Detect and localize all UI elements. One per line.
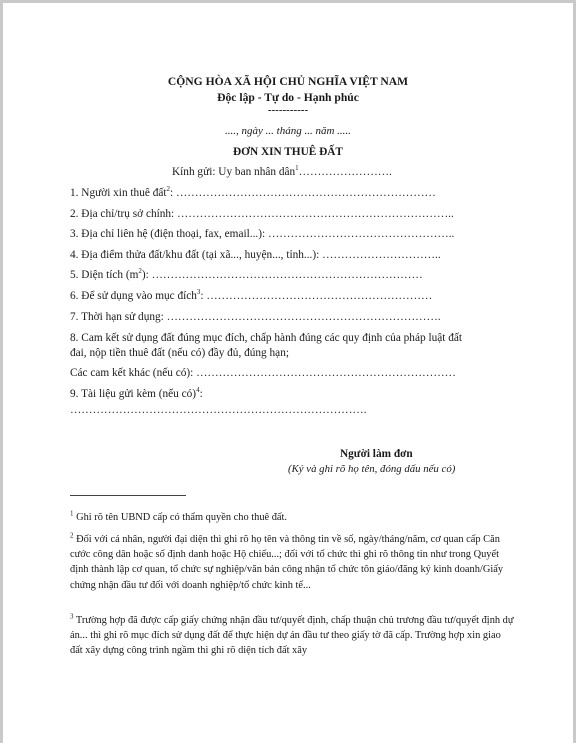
other-commitments: Các cam kết khác (nếu có): …………………………………………………………… <box>70 367 456 379</box>
field-area <box>70 269 423 281</box>
footnote-2-mark: 2 <box>70 531 74 540</box>
commitment-line-2: đai, nộp tiền thuê đất (nếu có) đầy đủ, đúng hạn; <box>70 347 289 359</box>
field-applicant-label: 1. Người xin thuê đất <box>70 187 167 199</box>
footnote-1-text: Ghi rõ tên UBND cấp có thẩm quyền cho thuê đất. <box>73 512 288 523</box>
footnote-ref-2: 2 <box>166 185 170 194</box>
field-area-dots: ): ……………………………………………………………… <box>141 269 423 281</box>
footnote-divider <box>70 495 186 496</box>
field-purpose-label: 6. Để sử dụng vào mục đích <box>70 290 197 302</box>
field-area-label: 5. Diện tích (m <box>70 269 139 281</box>
commitment-line-1: 8. Cam kết sử dụng đất đúng mục đích, chấp hành đúng các quy định của pháp luật đất <box>70 332 463 344</box>
country-heading: CỘNG HÒA XÃ HỘI CHỦ NGHĨA VIỆT NAM <box>167 75 409 88</box>
field-purpose <box>70 290 432 302</box>
field-attachments <box>70 388 203 400</box>
motto-separator: ----------- <box>267 104 309 116</box>
field-applicant <box>70 187 436 199</box>
field-purpose-dots: : …………………………………………………… <box>200 290 433 302</box>
document-page <box>3 3 573 743</box>
field-attachments-label: 9. Tài liệu gửi kèm (nếu có) <box>70 388 197 400</box>
date-line: ...., ngày ... tháng ... năm ..... <box>225 125 351 137</box>
field-duration: 7. Thời hạn sử dụng: ………………………………………………………………. <box>70 311 441 323</box>
attachments-dots: ……………………………………………………………………. <box>70 404 367 416</box>
field-address: 2. Địa chỉ/trụ sở chính: ……………………………………………………………….. <box>70 208 454 220</box>
field-contact: 3. Địa chỉ liên hệ (điện thoại, fax, email...): ………………………………………….. <box>70 228 455 240</box>
footnote-ref-1: 1 <box>295 164 299 173</box>
footnote-ref-4: 4 <box>196 386 200 395</box>
footnote-1 <box>70 510 516 525</box>
footnote-3-mark: 3 <box>70 612 74 621</box>
signer-note: (Ký và ghi rõ họ tên, đóng dấu nếu có) <box>288 463 456 475</box>
signer-title: Người làm đơn <box>340 448 413 460</box>
footnote-ref-3: 3 <box>196 288 201 297</box>
recipient-line <box>172 166 392 178</box>
footnote-2 <box>70 532 516 593</box>
footnote-2-text: Đối với cá nhân, người đại diện thì ghi rõ họ tên và thông tin về số, ngày/tháng/năm, cơ quan cấp Căn cước công dân hoặc số định danh hoặc Hộ chiếu...; đối với tổ chức thì ghi rõ thông tin như trong Quyết định thành lập cơ quan, tổ chức sự nghiệp/văn bản công nhận tổ chức tôn giáo/đăng ký kinh doanh/Giấy chứng nhận đầu tư đối với doanh nghiệp/tổ chức kinh tế... <box>70 534 504 591</box>
footnote-3-text: Trường hợp đã được cấp giấy chứng nhận đầu tư/quyết định, chấp thuận chủ trương đầu tư/quyết định dự án... thì ghi rõ mục đích sử dụng đất để thực hiện dự án đầu tư theo giấy tờ đã cấp. Trường hợp xin giao đất xây dựng công trình ngầm thì ghi rõ diện tích đất xây <box>70 615 514 657</box>
recipient-label: Kính gửi: Uy ban nhân dân <box>172 166 296 178</box>
area-unit-superscript: 2 <box>138 267 142 276</box>
field-location: 4. Địa điểm thửa đất/khu đất (tại xã..., huyện..., tỉnh...): ………………………….. <box>70 249 441 261</box>
motto: Độc lập - Tự do - Hạnh phúc <box>217 91 359 104</box>
footnote-3 <box>70 613 516 659</box>
field-attachments-colon: : <box>199 388 203 400</box>
footnote-1-mark: 1 <box>70 509 74 518</box>
field-applicant-dots: : …………………………………………………………… <box>170 187 436 199</box>
form-title: ĐƠN XIN THUÊ ĐẤT <box>233 146 343 158</box>
recipient-dots: ……………………. <box>298 166 392 178</box>
